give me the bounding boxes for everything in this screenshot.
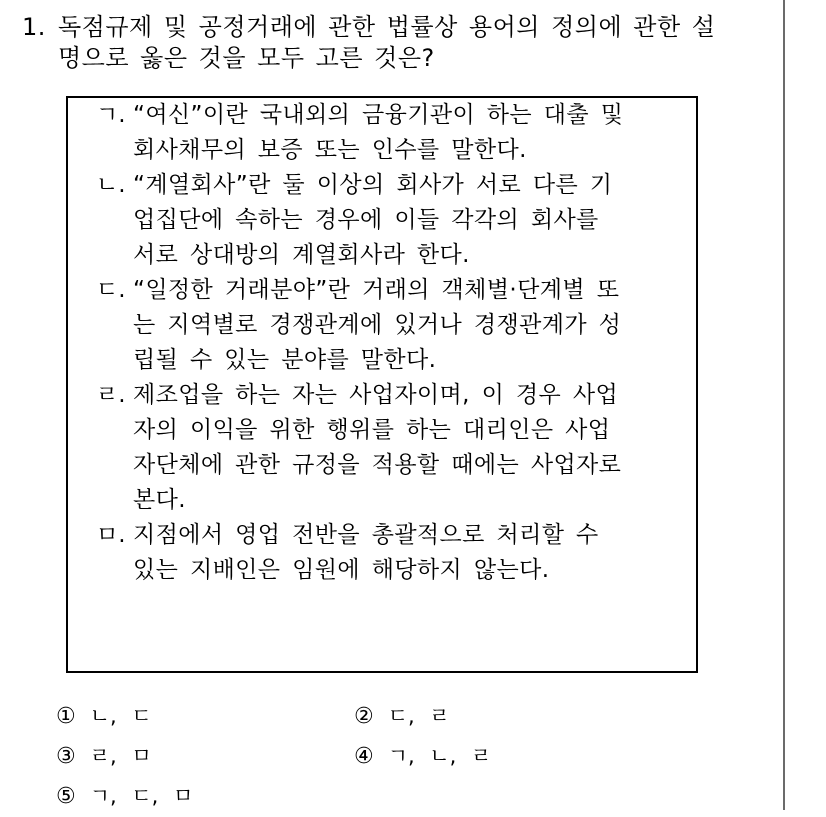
choice-1-number: ①	[56, 704, 76, 729]
statement-3-line-2: 는 지역별로 경쟁관계에 있거나 경쟁관계가 성	[133, 312, 622, 338]
statement-2-line-2: 업집단에 속하는 경우에 이들 각각의 회사를	[133, 207, 599, 233]
choice-2-answer: ㄷ, ㄹ	[387, 704, 450, 728]
statement-marker-2: ㄴ.	[96, 172, 126, 198]
statement-4-line-1: 제조업을 하는 자는 사업자이며, 이 경우 사업	[133, 382, 619, 408]
statement-4-line-3: 자단체에 관한 규정을 적용할 때에는 사업자로	[133, 452, 622, 478]
choice-2[interactable]	[354, 696, 450, 736]
statement-marker-5: ㅁ.	[96, 522, 126, 548]
statement-marker-3: ㄷ.	[96, 277, 126, 303]
choice-4[interactable]	[354, 736, 491, 776]
choice-2-number: ②	[354, 704, 374, 729]
question-line-2	[22, 43, 762, 74]
statement-4-line-2: 자의 이익을 위한 행위를 하는 대리인은 사업	[133, 417, 611, 443]
statement-2-line-3: 서로 상대방의 계열회사라 한다.	[133, 242, 470, 268]
choice-3[interactable]	[56, 736, 152, 776]
choice-1[interactable]	[56, 696, 152, 736]
choice-5-answer: ㄱ, ㄷ, ㅁ	[89, 784, 194, 808]
statement-marker-1: ㄱ.	[96, 102, 126, 128]
choice-1-answer: ㄴ, ㄷ	[89, 704, 152, 728]
statement-marker-4: ㄹ.	[96, 382, 126, 408]
statement-4-line-4: 본다.	[133, 487, 186, 513]
question-line-1	[22, 12, 762, 43]
page-column-divider	[783, 0, 785, 810]
choice-3-number: ③	[56, 744, 76, 769]
statement-5-line-1: 지점에서 영업 전반을 총괄적으로 처리할 수	[133, 522, 599, 548]
question-text-line-1: 독점규제 및 공정거래에 관한 법률상 용어의 정의에 관한 설	[58, 13, 716, 41]
choice-3-answer: ㄹ, ㅁ	[89, 744, 152, 768]
question-number: 1.	[22, 13, 46, 41]
statement-2-line-1: “계열회사”란 둘 이상의 회사가 서로 다른 기	[133, 172, 613, 198]
statements-box	[66, 96, 698, 673]
choice-5-number: ⑤	[56, 784, 76, 809]
choice-4-answer: ㄱ, ㄴ, ㄹ	[387, 744, 492, 768]
choice-4-number: ④	[354, 744, 374, 769]
statement-5-line-2: 있는 지배인은 임원에 해당하지 않는다.	[133, 557, 550, 583]
choice-5[interactable]	[56, 776, 193, 816]
statement-3-line-1: “일정한 거래분야”란 거래의 객체별·단계별 또	[133, 277, 620, 303]
question-stem	[22, 12, 762, 74]
statement-1-line-2: 회사채무의 보증 또는 인수를 말한다.	[133, 137, 527, 163]
question-text-line-2: 명으로 옳은 것을 모두 고른 것은?	[58, 44, 435, 72]
statement-1-line-1: “여신”이란 국내외의 금융기관이 하는 대출 및	[133, 102, 624, 128]
statement-3-line-3: 립될 수 있는 분야를 말한다.	[133, 347, 437, 373]
